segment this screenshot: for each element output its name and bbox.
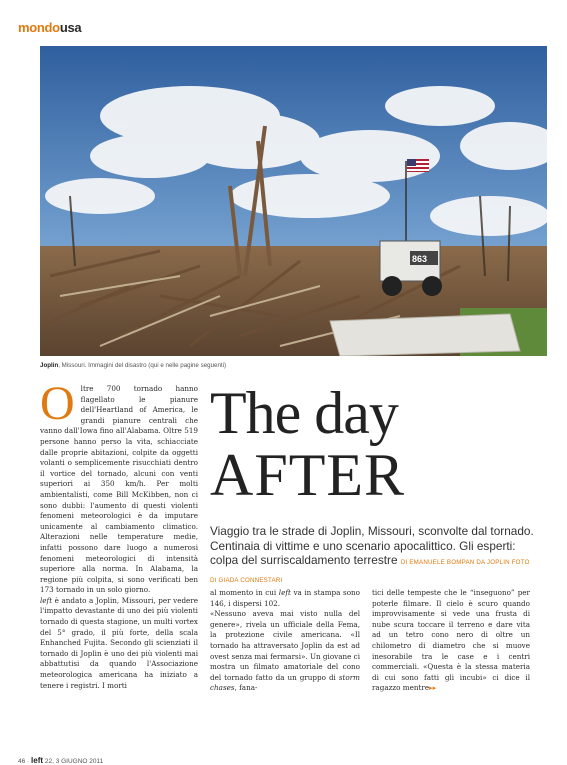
photo-caption <box>40 362 547 369</box>
continue-arrows-icon: ▸▸ <box>429 684 437 693</box>
byline: DI EMANUELE BOMPAN DA JOPLIN FOTO DI GIADA CONNESTARI <box>210 559 530 584</box>
photo-illustration <box>40 46 547 356</box>
article-deck <box>210 524 535 588</box>
issue-number: 22 <box>44 758 53 765</box>
section-label <box>18 20 81 35</box>
article-column-2 <box>210 588 360 694</box>
article-column-1 <box>40 377 198 691</box>
col2-text-c: , fana- <box>234 683 258 693</box>
caption-place: Joplin <box>40 362 59 369</box>
tornado-debris-photo <box>40 46 547 356</box>
col1-paragraph-2: è andato a Joplin, Missouri, per vedere l'impatto devastante di uno dei più violenti tornado di questa stagione, un multi vortex del 5° grado, il più forte, della scala Enhanched Fujita. Secondo gli scienziati il tornado di Joplin è uno dei più violenti mai abbattutisi da quando l'Associazione meteorologica americana ha iniziato a tenere i registri. I morti <box>40 595 198 690</box>
deck-text: Viaggio tra le strade di Joplin, Missouri, sconvolte dal tornado. Centinaia di vittime e uno scenario apocalittico. Gli esperti: colpa del surriscaldamento terrestre <box>210 524 534 568</box>
svg-text:863: 863 <box>412 254 428 264</box>
col2-magazine-name: left <box>278 588 291 597</box>
article-title-line2: AFTER <box>210 442 406 508</box>
page-number: 46 <box>18 758 26 765</box>
magazine-logo: left <box>31 756 44 765</box>
article-column-3 <box>372 588 530 694</box>
col2-storm-chases: storm chases <box>210 672 360 693</box>
article-title-line1: The day <box>210 380 398 446</box>
col2-text-b: va in stampa sono 146, i dispersi 102. <box>210 588 360 608</box>
caption-text: , Missouri. Immagini del disastro (qui e nelle pagine seguenti) <box>58 362 227 369</box>
col1-magazine-name: left <box>40 595 53 605</box>
section-label-mondo: mondo <box>18 20 60 35</box>
col3-text: tici delle tempeste che le “inseguono” per poterle filmare. Il cielo è scuro quando improvvisamente si vede una frusta di nube scura toccare il terreno e dare vita ad un tetro cono nero di oltre un chilometro di diametro che si muove inesorabile tra le case e i centri commerciali. «Questa è la stessa materia di cui sono fatti gli incubi» ci dice il ragazzo mentre <box>372 588 530 693</box>
col1-paragraph-1: ltre 700 tornado hanno flagellato le pianure dell'Heartland of America, le grandi pianure centrali che vanno dall'Iowa fino all'Alabama. Oltre 519 persone hanno perso la vita, schiacciate dalle proprie abitazioni, colpite da oggetti volanti o semplicemente risucchiati dentro il vortice del tornado, alcuni con venti superiori ai 350 km/h. Per molti ambientalisti, come Bill McKibben, non ci sono dubbi: l'aumento di questi violenti fenomeni meteorologici è da imputare unicamente al cambiamento climatico. Alterazioni nelle temperature medie, infatti possono dare luogo a numerosi fenomeni meteorologici di intensità superiore alla norma. In Alabama, la regione più colpita, si sono verificati ben 173 tornado in un solo giorno. <box>40 384 198 595</box>
section-label-usa: usa <box>59 20 82 35</box>
page-footer: 46 · left 22, 3 GIUGNO 2011 <box>18 756 104 765</box>
drop-cap: O <box>40 377 75 430</box>
col2-text-a: al momento in cui <box>210 588 279 597</box>
issue-date: 3 GIUGNO 2011 <box>55 758 104 765</box>
col2-paragraph-2: «Nessuno aveva mai visto nulla del genere», rivela un ufficiale della Fema, la protezione civile americana. «Il tornado ha attraversato Joplin da est ad ovest senza mai fermarsi». Un giovane ci mostra un filmato amatoriale del cono del tornado fatto da un gruppo di <box>210 609 360 682</box>
